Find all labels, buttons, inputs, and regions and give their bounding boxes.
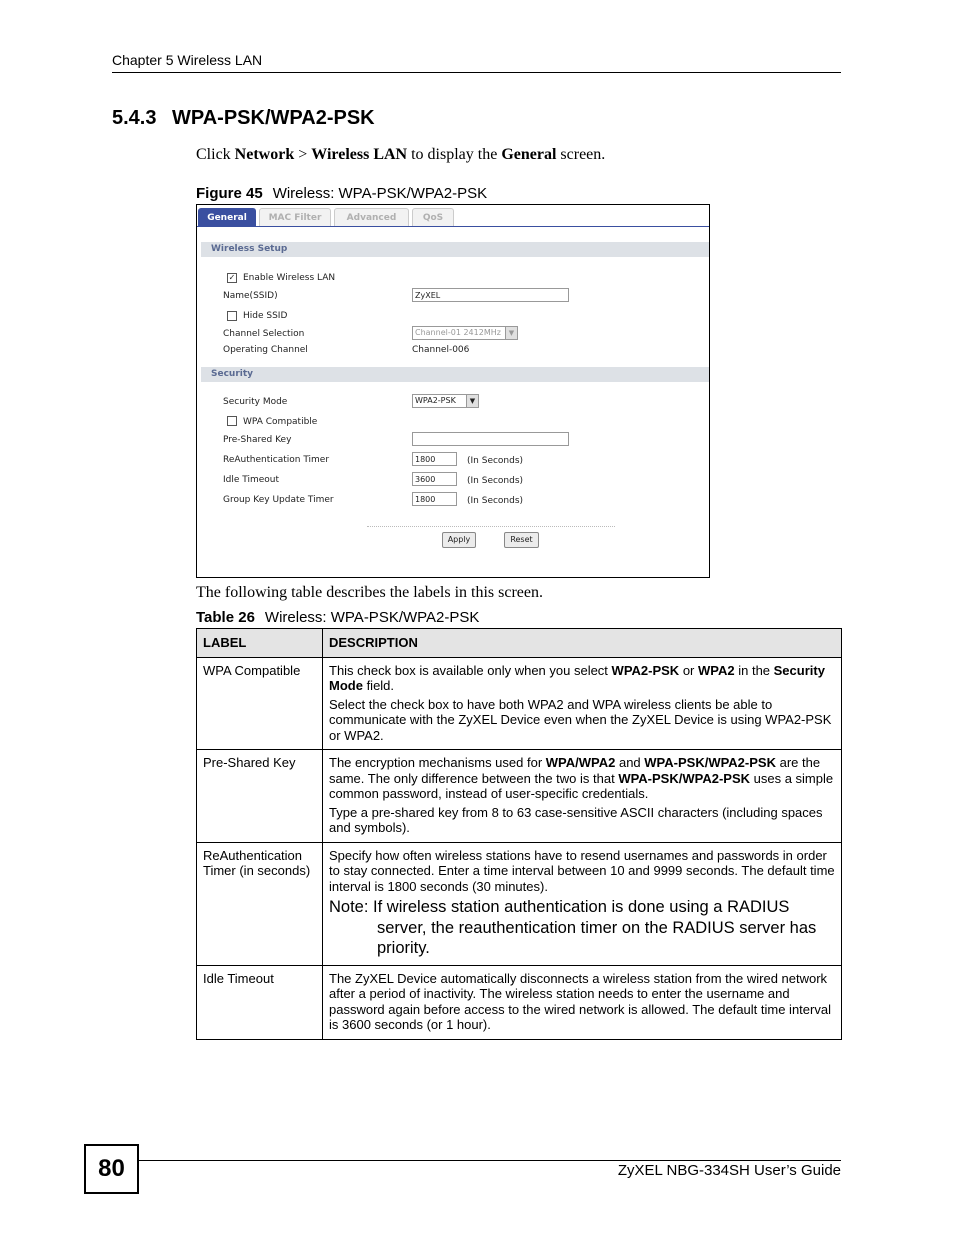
tab-advanced[interactable]: Advanced bbox=[334, 208, 409, 226]
enable-wireless-checkbox[interactable]: ✓ bbox=[228, 273, 236, 282]
guide-title: ZyXEL NBG-334SH User’s Guide bbox=[617, 1162, 841, 1179]
section-heading bbox=[112, 107, 375, 130]
wpa-compatible-label: WPA Compatible bbox=[243, 417, 318, 427]
row-label: Pre-Shared Key bbox=[197, 750, 323, 843]
description-column-header: DESCRIPTION bbox=[323, 629, 842, 658]
row-label: WPA Compatible bbox=[197, 657, 323, 750]
bold-run: Security Mode bbox=[329, 662, 825, 693]
row-description bbox=[323, 842, 842, 965]
reauth-timer-unit: (In Seconds) bbox=[467, 456, 524, 466]
channel-selection-select[interactable] bbox=[412, 326, 518, 340]
security-band: Security bbox=[201, 367, 709, 382]
intro-network: Network bbox=[234, 146, 295, 163]
text-run: are the same. The only difference between the two is that bbox=[329, 755, 821, 786]
ssid-label: Name(SSID) bbox=[223, 291, 278, 301]
wireless-config-screenshot bbox=[196, 204, 710, 578]
table-intro: The following table describes the labels in this screen. bbox=[196, 584, 544, 601]
table-row bbox=[197, 750, 842, 843]
operating-channel-value: Channel-006 bbox=[412, 345, 470, 355]
apply-button[interactable]: Apply bbox=[442, 532, 476, 548]
text-run: field. bbox=[362, 678, 395, 693]
row-label: ReAuthentication Timer (in seconds) bbox=[197, 842, 323, 965]
hide-ssid-label: Hide SSID bbox=[243, 311, 288, 321]
row-description bbox=[323, 965, 842, 1039]
description-paragraph bbox=[329, 663, 835, 694]
ssid-input[interactable]: ZyXEL bbox=[412, 288, 569, 302]
table-row bbox=[197, 965, 842, 1039]
tab-general[interactable]: General bbox=[198, 208, 256, 226]
text-run: in the bbox=[734, 662, 774, 678]
figure-caption bbox=[196, 185, 487, 202]
text-run: uses a simple common password, instead of user-specific credentials. bbox=[329, 770, 834, 801]
intro-paragraph bbox=[196, 146, 605, 164]
idle-timeout-label: Idle Timeout bbox=[223, 475, 280, 485]
channel-selection-value: Channel-01 2412MHz bbox=[415, 328, 501, 337]
psk-label: Pre-Shared Key bbox=[223, 435, 292, 445]
section-number: 5.4.3 bbox=[112, 107, 157, 129]
description-paragraph: Select the check box to have both WPA2 and WPA wireless clients be able to communicate with the ZyXEL Device even when the ZyXEL Device is using WPA2-PSK or WPA2. bbox=[329, 696, 832, 743]
bold-run: WPA-PSK/WPA2-PSK bbox=[618, 770, 751, 786]
idle-timeout-unit: (In Seconds) bbox=[467, 476, 524, 486]
intro-text: screen. bbox=[556, 146, 606, 163]
intro-text: Click bbox=[196, 146, 235, 163]
description-paragraph: Type a pre-shared key from 8 to 63 case-sensitive ASCII characters (including spaces and symbols). bbox=[329, 804, 823, 835]
intro-wireless-lan: Wireless LAN bbox=[311, 146, 408, 163]
idle-timeout-input[interactable]: 3600 bbox=[412, 472, 457, 486]
footer-rule bbox=[139, 1160, 841, 1161]
figure-label: Figure 45 bbox=[196, 185, 263, 202]
group-key-timer-unit: (In Seconds) bbox=[467, 496, 524, 506]
group-key-timer-input[interactable]: 1800 bbox=[412, 492, 457, 506]
security-mode-value: WPA2-PSK bbox=[415, 396, 456, 405]
reauth-timer-label: ReAuthentication Timer bbox=[223, 455, 330, 465]
table-label: Table 26 bbox=[196, 609, 255, 626]
tab-bar bbox=[197, 205, 709, 227]
table-caption-text: Wireless: WPA-PSK/WPA2-PSK bbox=[264, 609, 480, 626]
row-label: Idle Timeout bbox=[197, 965, 323, 1039]
security-mode-select[interactable] bbox=[412, 394, 479, 408]
bold-run: WPA-PSK/WPA2-PSK bbox=[644, 755, 776, 770]
description-paragraph bbox=[329, 755, 835, 802]
psk-input[interactable] bbox=[412, 432, 569, 446]
description-paragraph: The ZyXEL Device automatically disconnects a wireless station from the wired network after a period of inactivity. The wireless station needs to enter the username and password again before access to the wired network is allowed. The default time interval is 3600 seconds (or 1 hour). bbox=[329, 970, 831, 1032]
wireless-setup-band: Wireless Setup bbox=[201, 242, 709, 257]
button-divider bbox=[367, 526, 615, 527]
operating-channel-label: Operating Channel bbox=[223, 345, 308, 355]
page-number: 80 bbox=[84, 1144, 139, 1194]
chevron-down-icon: ▼ bbox=[466, 395, 478, 407]
text-run: This check box is available only when you select bbox=[329, 662, 612, 678]
reset-button[interactable]: Reset bbox=[504, 532, 539, 548]
intro-general: General bbox=[501, 146, 557, 163]
tab-mac-filter[interactable]: MAC Filter bbox=[259, 208, 331, 226]
hide-ssid-checkbox[interactable] bbox=[227, 311, 237, 321]
intro-text: > bbox=[294, 146, 312, 163]
text-run: or bbox=[679, 662, 698, 678]
enable-wireless-label: Enable Wireless LAN bbox=[243, 273, 336, 283]
text-run: The encryption mechanisms used for bbox=[329, 755, 546, 770]
row-description bbox=[323, 750, 842, 843]
group-key-timer-label: Group Key Update Timer bbox=[223, 495, 334, 505]
note-text: Note: If wireless station authentication is done using a RADIUS server, the reauthentication timer on the RADIUS server has priority. bbox=[329, 898, 817, 957]
table-header-row bbox=[197, 629, 842, 658]
description-paragraph: Specify how often wireless stations have to resend usernames and passwords in order to stay connected. Enter a time interval between 10 and 9999 seconds. The default time interval is 1800 seconds (30 minutes). bbox=[329, 847, 835, 894]
chapter-header: Chapter 5 Wireless LAN bbox=[112, 52, 263, 68]
section-title: WPA-PSK/WPA2-PSK bbox=[172, 107, 375, 129]
chevron-down-icon: ▼ bbox=[505, 327, 517, 339]
label-column-header: LABEL bbox=[197, 629, 323, 658]
wpa-compatible-checkbox[interactable] bbox=[227, 416, 237, 426]
tab-qos[interactable]: QoS bbox=[412, 208, 454, 226]
security-mode-label: Security Mode bbox=[223, 397, 288, 407]
row-description bbox=[323, 657, 842, 750]
table-caption bbox=[196, 609, 479, 626]
intro-text: to display the bbox=[407, 146, 502, 163]
header-rule bbox=[112, 72, 841, 73]
text-run: and bbox=[615, 755, 645, 770]
label-description-table bbox=[196, 628, 842, 1040]
reauth-timer-input[interactable]: 1800 bbox=[412, 452, 457, 466]
channel-selection-label: Channel Selection bbox=[223, 329, 305, 339]
bold-run: WPA2 bbox=[698, 662, 735, 678]
bold-run: WPA/WPA2 bbox=[545, 755, 616, 770]
table-row bbox=[197, 842, 842, 965]
bold-run: WPA2-PSK bbox=[611, 662, 680, 678]
tab-underline bbox=[197, 226, 709, 227]
figure-caption-text: Wireless: WPA-PSK/WPA2-PSK bbox=[272, 185, 488, 202]
table-row bbox=[197, 657, 842, 750]
